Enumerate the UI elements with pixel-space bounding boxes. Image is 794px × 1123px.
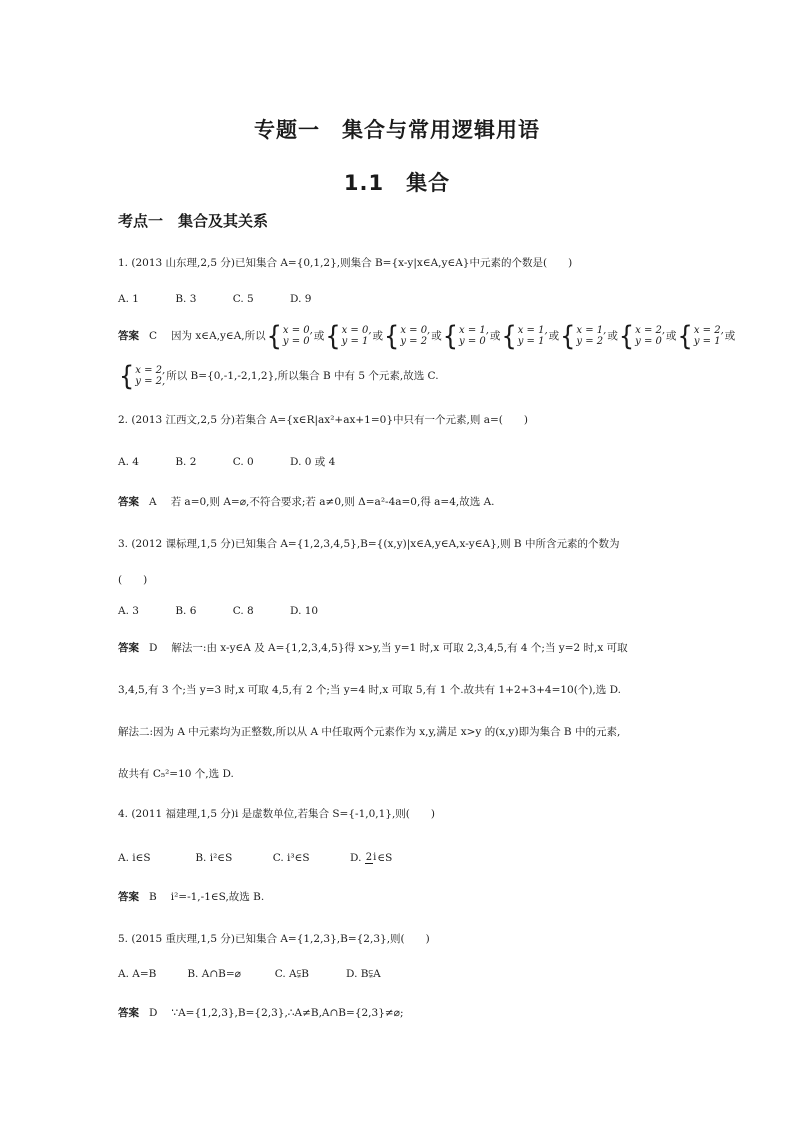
q2-answer-text: 若 a=0,则 A=⌀,不符合要求;若 a≠0,则 Δ=a²-4a=0,得 a=4,故选 A. <box>170 496 495 508</box>
answer-letter: D <box>149 1007 158 1019</box>
q4-answer-text: i²=-1,-1∈S,故选 B. <box>170 891 265 903</box>
q3-answer-line4: 故共有 C₅²=10 个,选 D. <box>118 768 234 780</box>
q3-answer-line2: 3,4,5,有 3 个;当 y=3 时,x 可取 4,5,有 2 个;当 y=4 时,x 可取 5,有 1 个.故共有 1+2+3+4=10(个),选 D. <box>118 684 621 696</box>
q1-option-b: B. 3 <box>175 293 197 305</box>
q1-answer-prefix: 因为 x∈A,y∈A,所以 <box>171 330 266 342</box>
answer-label: 答案 <box>118 1007 139 1019</box>
answer-label: 答案 <box>118 891 139 903</box>
chapter-title: 专题一 集合与常用逻辑用语 <box>254 118 540 142</box>
q1-answer-suffix: 所以 B={0,-1,-2,1,2},所以集合 B 中有 5 个元素,故选 C. <box>166 370 439 382</box>
or-word: 或 <box>666 330 677 342</box>
q5-stem: 5. (2015 重庆理,1,5 分)已知集合 A={1,2,3},B={2,3},则( ) <box>118 933 430 945</box>
equation-system: { x = 1, y = 1 <box>501 320 548 352</box>
q3-answer-line1 <box>118 641 628 655</box>
q5-option-a: A. A=B <box>118 968 157 980</box>
topic-heading: 考点一 集合及其关系 <box>118 212 269 230</box>
q5-option-c: C. A⫋B <box>274 968 309 980</box>
q5-options <box>118 967 381 981</box>
equation-system: { x = 1, y = 0 <box>442 320 489 352</box>
q5-option-b: B. A∩B=⌀ <box>187 968 241 980</box>
q2-options <box>118 455 335 469</box>
equation-system: { x = 2, y = 2, <box>119 360 166 392</box>
or-word: 或 <box>607 330 618 342</box>
q4-option-a: A. i∈S <box>118 852 151 864</box>
q5-answer <box>118 1006 404 1020</box>
q2-stem: 2. (2013 江西文,2,5 分)若集合 A={x∈R|ax²+ax+1=0}中只有一个元素,则 a=( ) <box>118 414 528 426</box>
q2-answer <box>118 495 495 509</box>
q1-stem: 1. (2013 山东理,2,5 分)已知集合 A={0,1,2},则集合 B={x-y|x∈A,y∈A}中元素的个数是( ) <box>118 257 573 269</box>
q1-option-c: C. 5 <box>232 293 254 305</box>
q3-option-b: B. 6 <box>175 605 197 617</box>
q1-option-d: D. 9 <box>290 293 312 305</box>
q2-option-d: D. 0 或 4 <box>290 456 336 468</box>
answer-letter: D <box>149 642 158 654</box>
q1-answer-line2 <box>118 360 439 392</box>
equation-system: { x = 2, y = 1 <box>677 320 724 352</box>
answer-letter: C <box>149 330 158 342</box>
equation-system: { x = 1, y = 2 <box>560 320 607 352</box>
q3-answer-text-1: 解法一:由 x-y∈A 及 A={1,2,3,4,5}得 x>y,当 y=1 时,x 可取 2,3,4,5,有 4 个;当 y=2 时,x 可取 <box>171 642 628 654</box>
or-word: 或 <box>431 330 442 342</box>
q3-answer-line3: 解法二:因为 A 中元素均为正整数,所以从 A 中任取两个元素作为 x,y,满足 x>y 的(x,y)即为集合 B 中的元素, <box>118 726 621 738</box>
answer-label: 答案 <box>118 330 139 342</box>
q1-options <box>118 292 311 306</box>
q4-stem: 4. (2011 福建理,1,5 分)i 是虚数单位,若集合 S={-1,0,1},则( ) <box>118 808 435 820</box>
q3-option-c: C. 8 <box>232 605 254 617</box>
q4-answer <box>118 890 264 904</box>
or-word: 或 <box>724 330 736 342</box>
q2-option-c: C. 0 <box>232 456 254 468</box>
q3-option-d: D. 10 <box>290 605 319 617</box>
q5-answer-text: ∵A={1,2,3},B={2,3},∴A≠B,A∩B={2,3}≠⌀; <box>171 1007 404 1019</box>
equation-system: { x = 0, y = 1 <box>325 320 372 352</box>
answer-letter: A <box>149 496 157 508</box>
or-word: 或 <box>372 330 384 342</box>
or-word: 或 <box>313 330 325 342</box>
q1-option-a: A. 1 <box>118 293 139 305</box>
q3-stem: 3. (2012 课标理,1,5 分)已知集合 A={1,2,3,4,5},B={(x,y)|x∈A,y∈A,x-y∈A},则 B 中所含元素的个数为 <box>118 538 620 550</box>
q3-stem-cont: ( ) <box>118 574 148 586</box>
q4-option-d: D. 2i∈S <box>350 852 393 864</box>
q1-answer-line1 <box>118 320 736 352</box>
q4-option-b: B. i²∈S <box>195 852 233 864</box>
answer-letter: B <box>149 891 157 903</box>
q3-option-a: A. 3 <box>118 605 139 617</box>
equation-system: { x = 0, y = 2 <box>384 320 431 352</box>
answer-label: 答案 <box>118 496 139 508</box>
section-title: 1.1 集合 <box>343 171 451 195</box>
q1-systems <box>266 320 736 352</box>
equation-system: { x = 2, y = 0 <box>618 320 666 352</box>
answer-label: 答案 <box>118 642 139 654</box>
or-word: 或 <box>548 330 560 342</box>
q2-option-a: A. 4 <box>118 456 139 468</box>
or-word: 或 <box>489 330 501 342</box>
q5-option-d: D. B⫋A <box>346 968 381 980</box>
q2-option-b: B. 2 <box>175 456 197 468</box>
q4-options <box>118 846 392 870</box>
q4-option-c: C. i³∈S <box>272 852 310 864</box>
equation-system: { x = 0, y = 0 <box>266 320 313 352</box>
q3-options <box>118 604 318 618</box>
